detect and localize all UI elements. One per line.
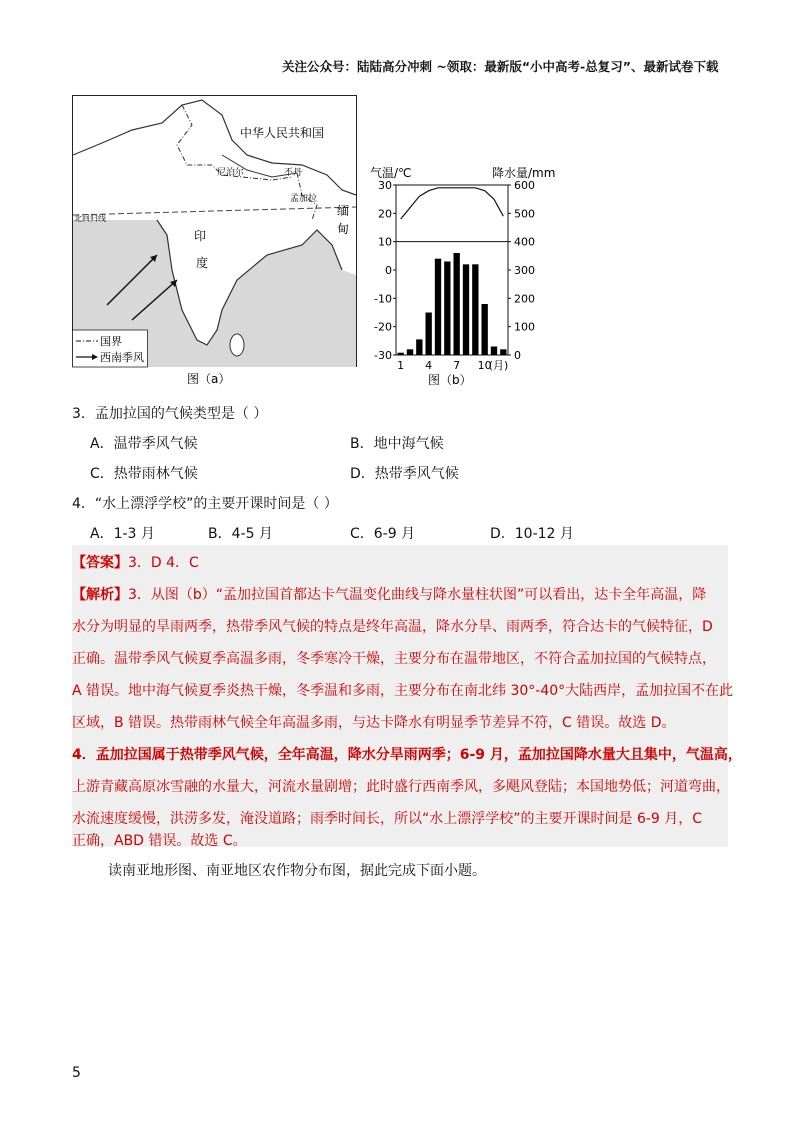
answer-tag: 【答案】 (72, 555, 128, 571)
analysis-line-8: 水流速度缓慢，洪涝多发，淹没道路；雨季时间长，所以“水上漂浮学校”的主要开课时间是 6-9 月，C (72, 811, 703, 827)
label-tropic: 北回归线 (74, 214, 106, 223)
q3-option-b: B．地中海气候 (350, 436, 444, 452)
label-bhutan: 不丹 (284, 168, 303, 178)
right-tick-label: 300 (514, 264, 535, 277)
precip-bar (435, 259, 441, 355)
precip-bar (454, 253, 460, 355)
q4-option-a: A．1-3 月 (90, 526, 155, 542)
legend-monsoon-label: 西南季风 (100, 351, 144, 364)
precip-bar (444, 262, 450, 356)
question-3-stem: 3．孟加拉国的气候类型是（ ） (72, 406, 268, 422)
analysis-line-1: 【解析】3．从图（b）“孟加拉国首都达卡气温变化曲线与降水量柱状图”可以看出，达卡全年高温，降 (72, 587, 707, 603)
label-india-2: 度 (196, 256, 209, 270)
right-tick-label: 600 (514, 179, 535, 192)
answer-line (72, 552, 199, 572)
label-myanmar-1: 缅 (337, 204, 350, 218)
label-bangladesh: 孟加拉 (290, 194, 318, 204)
precip-bar (407, 349, 413, 355)
q3-option-c: C．热带雨林气候 (90, 466, 198, 482)
left-tick-label: 20 (378, 207, 392, 221)
precip-bar (463, 264, 469, 355)
q4-option-c: C．6-9 月 (350, 526, 416, 542)
right-tick-label: 0 (514, 349, 521, 362)
x-tick-label: 10 (477, 359, 492, 372)
x-unit-label: (月) (488, 359, 509, 372)
right-tick-label: 200 (514, 292, 535, 306)
analysis-line-3: 正确。温带季风气候夏季高温多雨，冬季寒冷干燥，主要分布在温带地区，不符合孟加拉国的气候特点， (72, 651, 716, 667)
page-header: 关注公众号：陆陆高分冲刺 ~领取：最新版“小中高考-总复习”、最新试卷下载 (282, 59, 719, 74)
x-tick-label: 4 (425, 359, 433, 372)
plot-frame (396, 185, 508, 355)
q4-option-d: D．10-12 月 (490, 526, 574, 542)
left-tick-label: 0 (385, 264, 392, 277)
left-tick-label: 10 (378, 235, 392, 249)
analysis-line-6: 4．孟加拉国属于热带季风气候，全年高温，降水分旱雨两季；6-9 月，孟加拉国降水量大且集中，气温高， (72, 747, 742, 763)
label-china: 中华人民共和国 (240, 126, 325, 140)
precip-bar (482, 304, 488, 355)
precip-bar (491, 347, 497, 356)
right-tick-label: 400 (514, 235, 535, 249)
precip-bar (500, 349, 506, 355)
q3-option-a: A．温带季风气候 (90, 436, 198, 452)
precip-bar (472, 264, 478, 355)
right-tick-label: 500 (514, 207, 535, 221)
x-tick-label: 1 (397, 359, 405, 372)
temperature-line (401, 188, 504, 219)
q4-option-b: B．4-5 月 (208, 526, 273, 542)
climate-chart (370, 160, 570, 390)
analysis-line-5: 区域，B 错误。热带雨林气候全年高温多雨，与达卡降水有明显季节差异不符，C 错误。故选 D。 (72, 715, 676, 731)
sri-lanka (230, 334, 244, 356)
precip-bar (416, 339, 422, 355)
q3-option-d: D．热带季风气候 (350, 466, 459, 482)
section-intro: 读南亚地形图、南亚地区农作物分布图，据此完成下面小题。 (108, 863, 486, 879)
left-tick-label: 30 (378, 179, 392, 192)
analysis-line-4: A 错误。地中海气候夏季炎热干燥，冬季温和多雨，主要分布在南北纬 30°-40°大陆西岸，孟加拉国不在此 (72, 683, 734, 699)
right-tick-label: 100 (514, 320, 535, 334)
analysis-tag: 【解析】 (72, 587, 128, 603)
question-4-stem: 4．“水上漂浮学校”的主要开课时间是（ ） (72, 496, 338, 512)
x-tick-label: 7 (453, 359, 461, 372)
analysis-line-7: 上游青藏高原冰雪融的水量大，河流水量剧增；此时盛行西南季风，多飓风登陆；本国地势低；河道弯曲， (72, 779, 730, 795)
chart-caption: 图（b） (428, 373, 472, 387)
chart-right-axis-title: 降水量/mm (492, 166, 556, 180)
page-number: 5 (72, 1065, 81, 1081)
map-caption: 图（a） (187, 372, 231, 385)
analysis-line-9: 正确，ABD 错误。故选 C。 (72, 833, 247, 849)
left-tick-label: -10 (374, 292, 392, 306)
label-nepal: 尼泊尔 (217, 168, 245, 178)
label-india-1: 印 (194, 229, 207, 243)
label-myanmar-2: 甸 (337, 222, 350, 236)
left-tick-label: -20 (374, 320, 392, 334)
south-asia-map (72, 95, 357, 385)
answer-text: 3．D 4．C (128, 555, 199, 571)
precip-bar (398, 353, 404, 355)
legend-border-label: 国界 (100, 335, 122, 348)
left-tick-label: -30 (374, 349, 392, 362)
precip-bar (426, 313, 432, 356)
chart-left-axis-title: 气温/℃ (370, 166, 412, 180)
analysis-line-2: 水分为明显的旱雨两季，热带季风气候的特点是终年高温，降水分旱、雨两季，符合达卡的气候特征，D (72, 619, 713, 635)
